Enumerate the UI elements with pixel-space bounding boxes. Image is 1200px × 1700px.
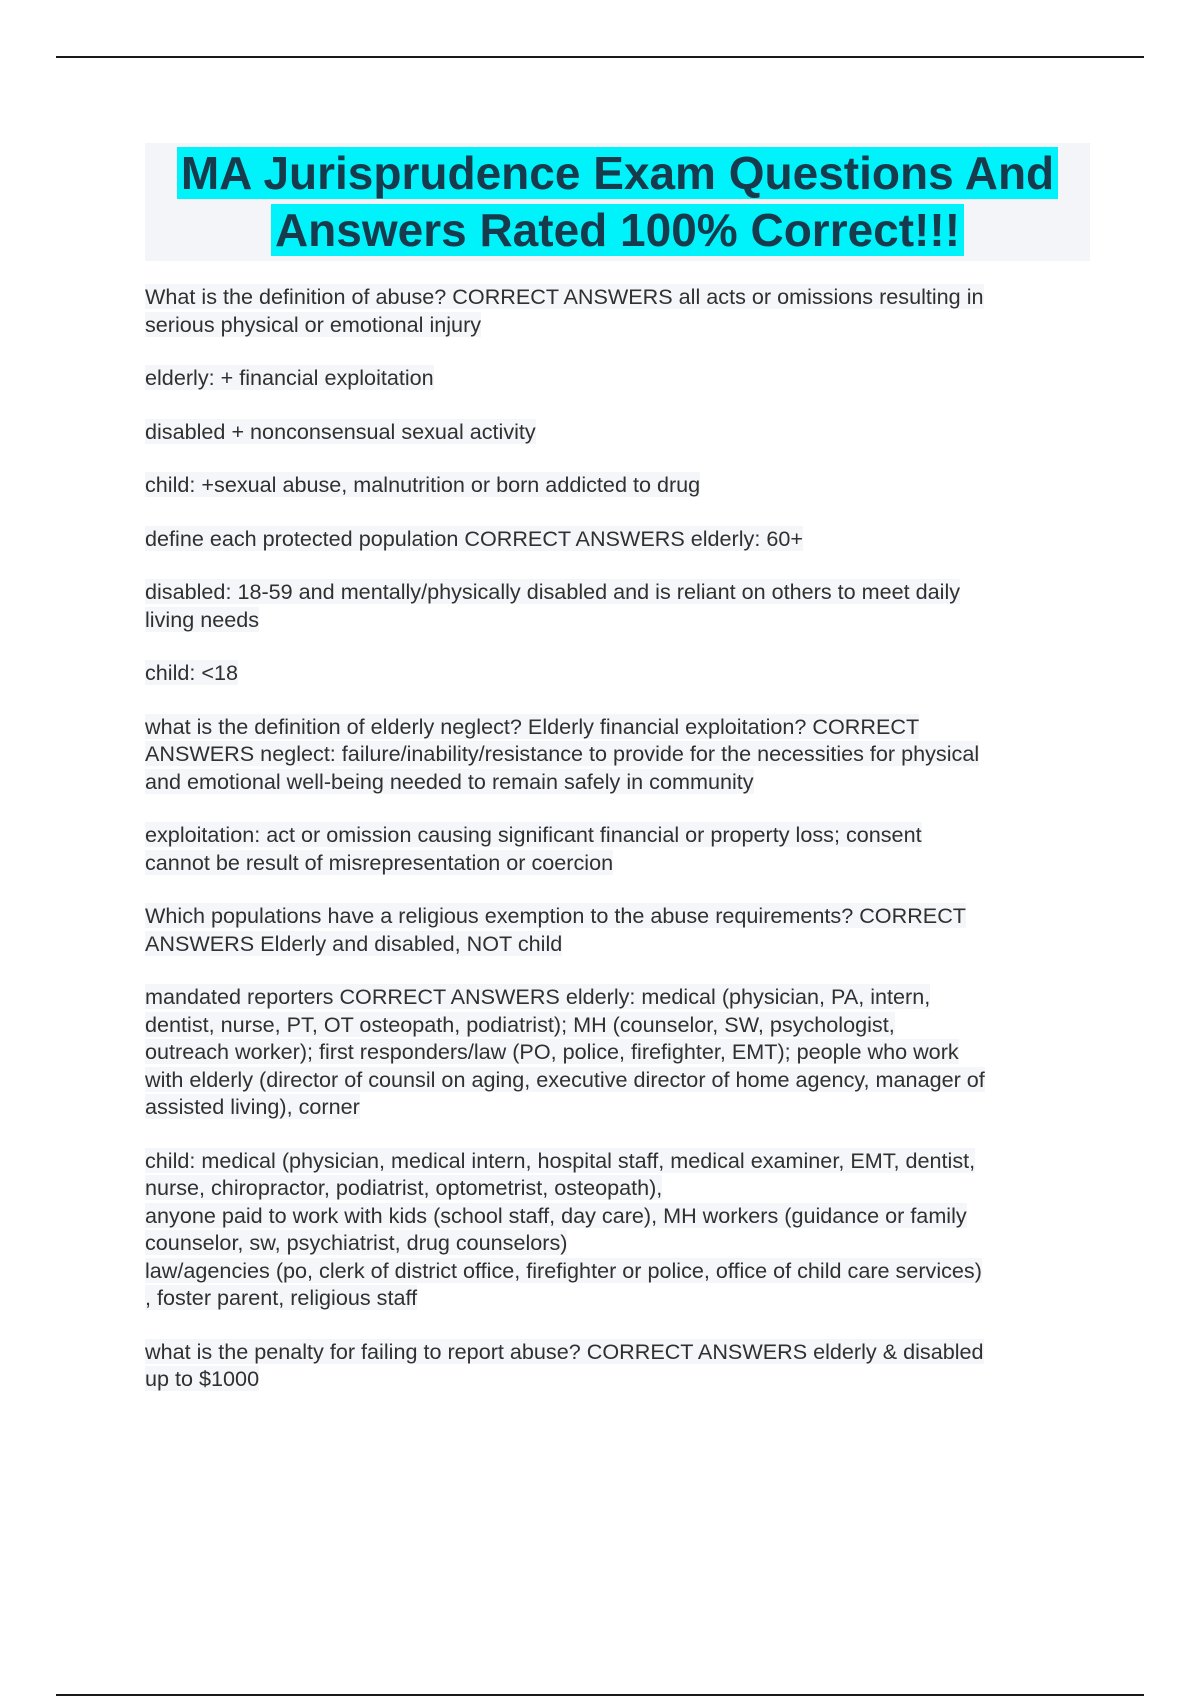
paragraph-line-text: counselor, sw, psychiatrist, drug counselors) [145, 1230, 568, 1255]
paragraph-line [145, 1147, 1095, 1175]
paragraph-line [145, 849, 1095, 877]
paragraph-line [145, 1284, 1095, 1312]
document-body [145, 283, 1095, 1419]
paragraph-line [145, 1338, 1095, 1366]
qa-paragraph [145, 713, 1095, 796]
paragraph-line [145, 1174, 1095, 1202]
paragraph-line-text: anyone paid to work with kids (school staff, day care), MH workers (guidance or family [145, 1202, 967, 1228]
top-rule [56, 56, 1144, 58]
paragraph-line-text: up to $1000 [145, 1366, 260, 1391]
qa-paragraph [145, 821, 1095, 876]
qa-paragraph [145, 364, 1095, 392]
paragraph-line [145, 821, 1095, 849]
paragraph-line [145, 1257, 1095, 1285]
title-block [145, 143, 1090, 261]
paragraph-line [145, 525, 1095, 553]
paragraph-line-text: serious physical or emotional injury [145, 311, 482, 337]
qa-paragraph [145, 418, 1095, 446]
paragraph-line-text: mandated reporters CORRECT ANSWERS elderly: medical (physician, PA, intern, [145, 984, 931, 1009]
qa-paragraph [145, 1338, 1095, 1393]
paragraph-line [145, 283, 1095, 311]
paragraph-line-text: cannot be result of misrepresentation or coercion [145, 849, 614, 875]
paragraph-line-text: child: medical (physician, medical intern, hospital staff, medical examiner, EMT, dentist, [145, 1147, 976, 1173]
qa-paragraph [145, 983, 1095, 1121]
paragraph-line [145, 930, 1095, 958]
paragraph-line-text: define each protected population CORRECT ANSWERS elderly: 60+ [145, 525, 803, 551]
title-line-1: MA Jurisprudence Exam Questions And [177, 147, 1058, 199]
paragraph-line-text: what is the penalty for failing to report abuse? CORRECT ANSWERS elderly & disabled [145, 1338, 984, 1364]
paragraph-line-text: assisted living), corner [145, 1094, 360, 1119]
qa-paragraph [145, 525, 1095, 553]
qa-paragraph [145, 578, 1095, 633]
qa-paragraph [145, 471, 1095, 499]
paragraph-line-text: exploitation: act or omission causing significant financial or property loss; consent [145, 822, 922, 847]
paragraph-line [145, 471, 1095, 499]
paragraph-line [145, 311, 1095, 339]
paragraph-line [145, 1202, 1095, 1230]
paragraph-line [145, 768, 1095, 796]
paragraph-line [145, 1066, 1095, 1094]
paragraph-line [145, 1229, 1095, 1257]
paragraph-line [145, 364, 1095, 392]
paragraph-line-text: , foster parent, religious staff [145, 1285, 418, 1310]
paragraph-line-text: living needs [145, 606, 260, 632]
paragraph-line [145, 1011, 1095, 1039]
bottom-rule [56, 1694, 1144, 1696]
paragraph-line-text: What is the definition of abuse? CORRECT ANSWERS all acts or omissions resulting in [145, 284, 984, 309]
paragraph-line [145, 606, 1095, 634]
paragraph-line [145, 713, 1095, 741]
qa-paragraph [145, 902, 1095, 957]
title-line-2: Answers Rated 100% Correct!!! [271, 204, 964, 256]
paragraph-line [145, 740, 1095, 768]
paragraph-line-text: child: <18 [145, 660, 239, 685]
qa-paragraph [145, 1147, 1095, 1312]
paragraph-line-text: child: +sexual abuse, malnutrition or born addicted to drug [145, 472, 701, 497]
paragraph-line-text: elderly: + financial exploitation [145, 365, 434, 390]
paragraph-line-text: law/agencies (po, clerk of district office, firefighter or police, office of child care services) [145, 1257, 982, 1283]
paragraph-line-text: with elderly (director of counsil on aging, executive director of home agency, manager of [145, 1066, 985, 1092]
paragraph-line [145, 902, 1095, 930]
qa-paragraph [145, 659, 1095, 687]
paragraph-line-text: ANSWERS neglect: failure/inability/resistance to provide for the necessities for physical [145, 741, 980, 766]
paragraph-line-text: disabled: 18-59 and mentally/physically disabled and is reliant on others to meet daily [145, 579, 961, 604]
paragraph-line-text: disabled + nonconsensual sexual activity [145, 418, 536, 444]
qa-paragraph [145, 283, 1095, 338]
paragraph-line-text: outreach worker); first responders/law (PO, police, firefighter, EMT); people who work [145, 1039, 959, 1064]
paragraph-line-text: what is the definition of elderly neglect? Elderly financial exploitation? CORRECT [145, 713, 920, 739]
paragraph-line-text: and emotional well-being needed to remain safely in community [145, 768, 754, 794]
paragraph-line-text: dentist, nurse, PT, OT osteopath, podiatrist); MH (counselor, SW, psychologist, [145, 1011, 895, 1037]
paragraph-line-text: Which populations have a religious exemption to the abuse requirements? CORRECT [145, 903, 966, 928]
document-title [145, 145, 1090, 259]
paragraph-line [145, 418, 1095, 446]
paragraph-line [145, 578, 1095, 606]
paragraph-line-text: nurse, chiropractor, podiatrist, optometrist, osteopath), [145, 1175, 663, 1200]
paragraph-line [145, 1038, 1095, 1066]
paragraph-line [145, 1365, 1095, 1393]
paragraph-line-text: ANSWERS Elderly and disabled, NOT child [145, 930, 563, 956]
paragraph-line [145, 659, 1095, 687]
paragraph-line [145, 983, 1095, 1011]
paragraph-line [145, 1093, 1095, 1121]
